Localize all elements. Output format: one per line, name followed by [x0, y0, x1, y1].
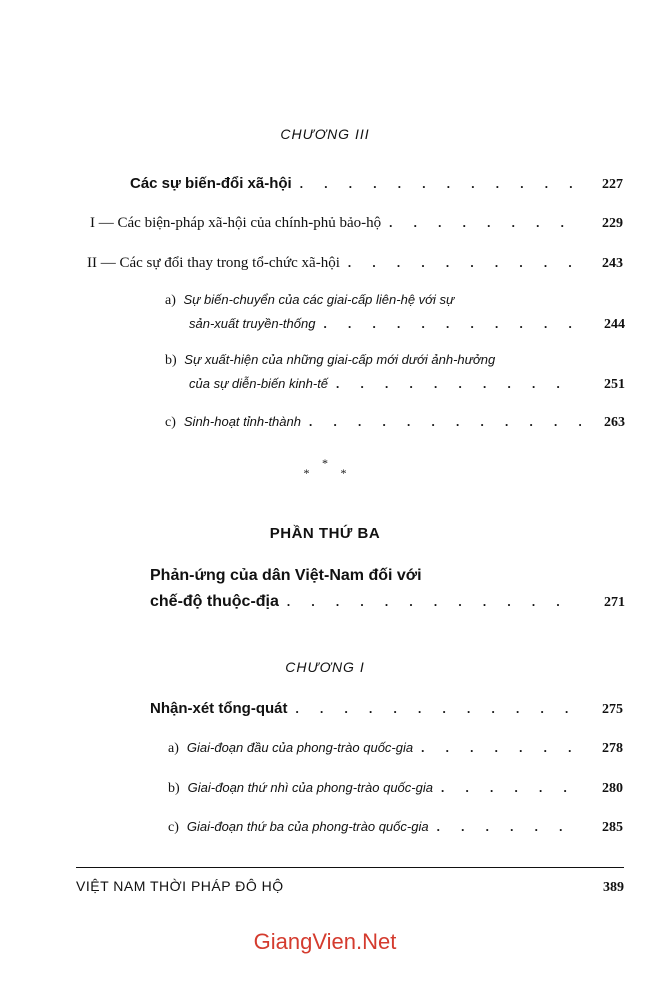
toc-page-number: 227 — [602, 177, 623, 192]
toc-page-number: 285 — [602, 820, 623, 835]
toc-subentry-phase-b — [168, 779, 623, 797]
part-title-line-1: Phản-ứng của dân Việt-Nam đối với — [150, 567, 422, 584]
site-watermark: GiangVien.Net — [253, 929, 397, 954]
toc-entry-title: I — Các biện-pháp xã-hội của chính-phủ bảo-hộ — [90, 215, 382, 231]
toc-subentry-a — [165, 292, 625, 333]
dot-leader — [437, 819, 579, 835]
toc-entry-title: Nhận-xét tổng-quát — [150, 700, 288, 717]
toc-entry-title: Các sự biến-đổi xã-hội — [130, 175, 292, 192]
asterism-separator — [0, 458, 650, 478]
toc-subentry-phase-c — [168, 818, 623, 836]
toc-sub-text: Sinh-hoạt tỉnh-thành — [183, 414, 301, 429]
part-title-line-2: chế-độ thuộc-địa — [150, 593, 279, 610]
toc-subentry-phase-a — [168, 739, 623, 757]
toc-sub-text: Giai-đoạn thứ nhì của phong-trào quốc-gia — [187, 780, 433, 795]
toc-sub-label: c) — [165, 415, 176, 430]
toc-page-number: 278 — [602, 741, 623, 756]
toc-sub-line-1: Sự xuất-hiện của những giai-cấp mới dưới ảnh-hưởng — [184, 352, 496, 367]
toc-sub-label: b) — [165, 353, 177, 368]
dot-leader — [300, 176, 579, 192]
asterism-bottom: * * — [303, 466, 361, 480]
toc-entry-part-three — [150, 567, 625, 611]
toc-page-number: 275 — [602, 702, 623, 717]
chapter-iii-heading: CHƯƠNG III — [280, 126, 370, 142]
folio-page-number: 389 — [603, 880, 624, 895]
toc-page-number: 271 — [604, 595, 625, 610]
toc-entry-section-i — [90, 215, 623, 232]
dot-leader — [336, 376, 581, 392]
dot-leader — [348, 255, 579, 271]
toc-entry-title: II — Các sự đổi thay trong tổ-chức xã-hội — [87, 255, 340, 271]
footer-rule — [76, 867, 624, 868]
running-title: VIỆT NAM THỜI PHÁP ĐÔ HỘ — [76, 878, 284, 894]
toc-sub-line-2: của sự diễn-biến kinh-tế — [189, 376, 329, 391]
toc-entry-section-ii — [87, 255, 623, 272]
toc-subentry-b — [165, 352, 625, 393]
dot-leader — [421, 740, 579, 756]
toc-sub-label: a) — [168, 741, 179, 756]
toc-page-number: 280 — [602, 781, 623, 796]
toc-page-number: 244 — [604, 317, 625, 332]
chapter-i-heading: CHƯƠNG I — [285, 659, 365, 675]
dot-leader — [441, 780, 579, 796]
toc-sub-label: a) — [165, 293, 176, 308]
dot-leader — [323, 316, 581, 332]
toc-entry-overview — [150, 700, 623, 718]
part-three-heading: PHẦN THỨ BA — [269, 525, 381, 542]
toc-sub-line-2: sản-xuất truyền-thống — [189, 316, 316, 331]
toc-sub-line-1: Sự biến-chuyển của các giai-cấp liên-hệ với sự — [183, 292, 455, 307]
page-footer — [76, 878, 624, 896]
toc-sub-label: c) — [168, 820, 179, 835]
toc-sub-text: Giai-đoạn đầu của phong-trào quốc-gia — [186, 740, 414, 755]
toc-sub-text: Giai-đoạn thứ ba của phong-trào quốc-gia — [186, 819, 429, 834]
toc-entry-main — [130, 175, 623, 193]
toc-sub-label: b) — [168, 781, 180, 796]
toc-page-number: 243 — [602, 256, 623, 271]
toc-page-number: 263 — [604, 415, 625, 430]
toc-page-number: 251 — [604, 377, 625, 392]
asterism-top: * — [322, 456, 328, 470]
dot-leader — [295, 701, 579, 717]
dot-leader — [287, 594, 581, 610]
toc-page-number: 229 — [602, 216, 623, 231]
dot-leader — [389, 215, 579, 231]
dot-leader — [309, 414, 581, 430]
toc-subentry-c — [165, 413, 625, 431]
